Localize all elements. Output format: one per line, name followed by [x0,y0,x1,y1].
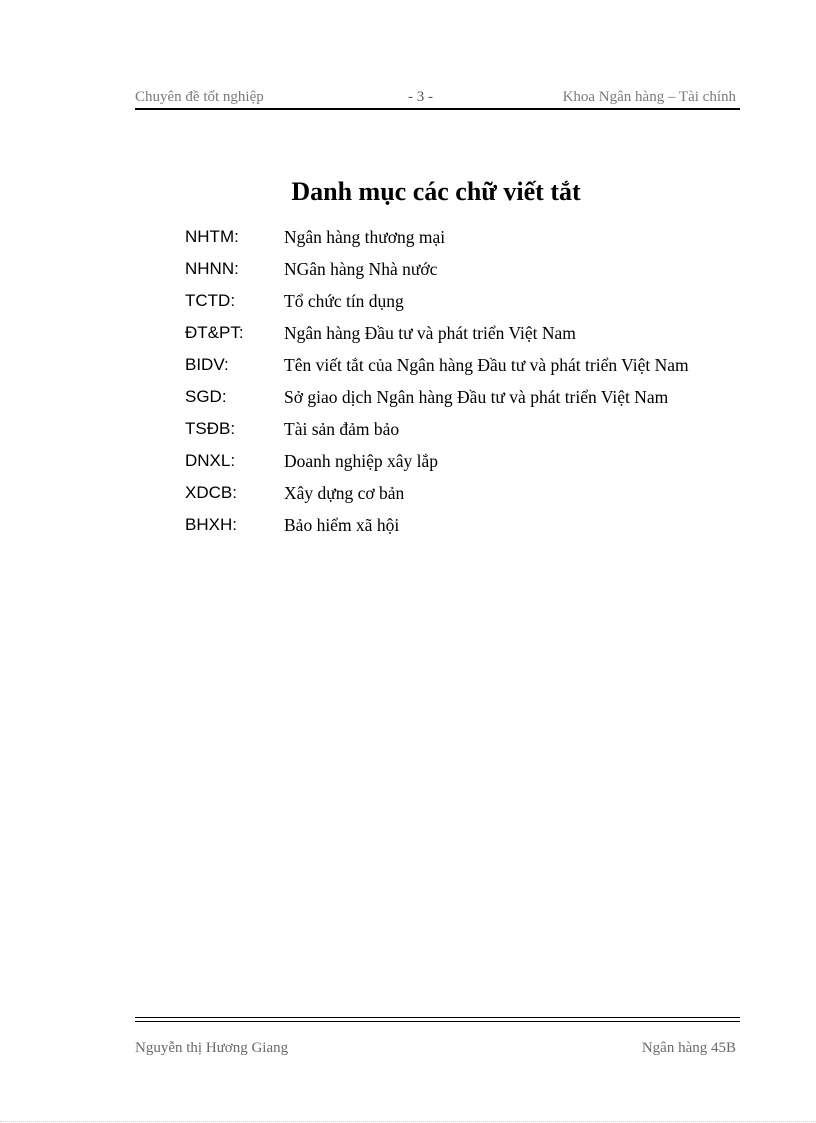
abbreviation-meaning: NGân hàng Nhà nước [284,259,438,279]
abbreviation-meaning: Tên viết tắt của Ngân hàng Đầu tư và phát triển Việt Nam [284,355,689,375]
abbreviation-code: DNXL: [185,451,236,470]
abbreviation-meaning: Bảo hiểm xã hội [284,515,400,535]
abbreviation-row [185,288,745,320]
abbreviation-meaning: Tổ chức tín dụng [284,291,404,311]
page-edge-divider [0,1121,816,1122]
footer-class: Ngân hàng 45B [641,1040,736,1056]
abbreviation-code: BHXH: [185,515,237,534]
abbreviation-meaning: Ngân hàng thương mại [284,227,446,247]
abbreviation-meaning: Xây dựng cơ bản [284,483,405,503]
abbreviation-code: BIDV: [185,355,229,374]
footer-author: Nguyễn thị Hương Giang [135,1040,289,1056]
header-thesis-label: Chuyên đề tốt nghiệp [135,89,264,105]
abbreviation-row [185,256,745,288]
abbreviation-meaning: Ngân hàng Đầu tư và phát triển Việt Nam [284,323,576,343]
abbreviation-meaning: Doanh nghiệp xây lắp [284,451,439,471]
page-title: Danh mục các chữ viết tắt [291,177,581,206]
abbreviation-row [185,480,745,512]
abbreviation-code: ĐT&PT: [185,323,244,342]
footer-divider [135,1017,740,1022]
abbreviation-meaning: Tài sản đảm bảo [284,419,400,439]
abbreviation-code: TSĐB: [185,419,236,438]
abbreviation-row [185,320,745,352]
page-header [135,88,740,110]
abbreviation-row [185,352,745,384]
abbreviation-code: NHNN: [185,259,239,278]
header-faculty-label: Khoa Ngân hàng – Tài chính [562,89,736,105]
header-page-number: - 3 - [408,89,433,105]
abbreviation-row [185,448,745,480]
abbreviation-row [185,384,745,416]
abbreviation-code: TCTD: [185,291,236,310]
abbreviation-list [185,224,745,544]
abbreviation-meaning: Sở giao dịch Ngân hàng Đầu tư và phát triển Việt Nam [284,387,669,407]
abbreviation-code: SGD: [185,387,227,406]
abbreviation-code: NHTM: [185,227,239,246]
abbreviation-row [185,416,745,448]
abbreviation-code: XDCB: [185,483,237,502]
abbreviation-row [185,512,745,544]
abbreviation-row [185,224,745,256]
